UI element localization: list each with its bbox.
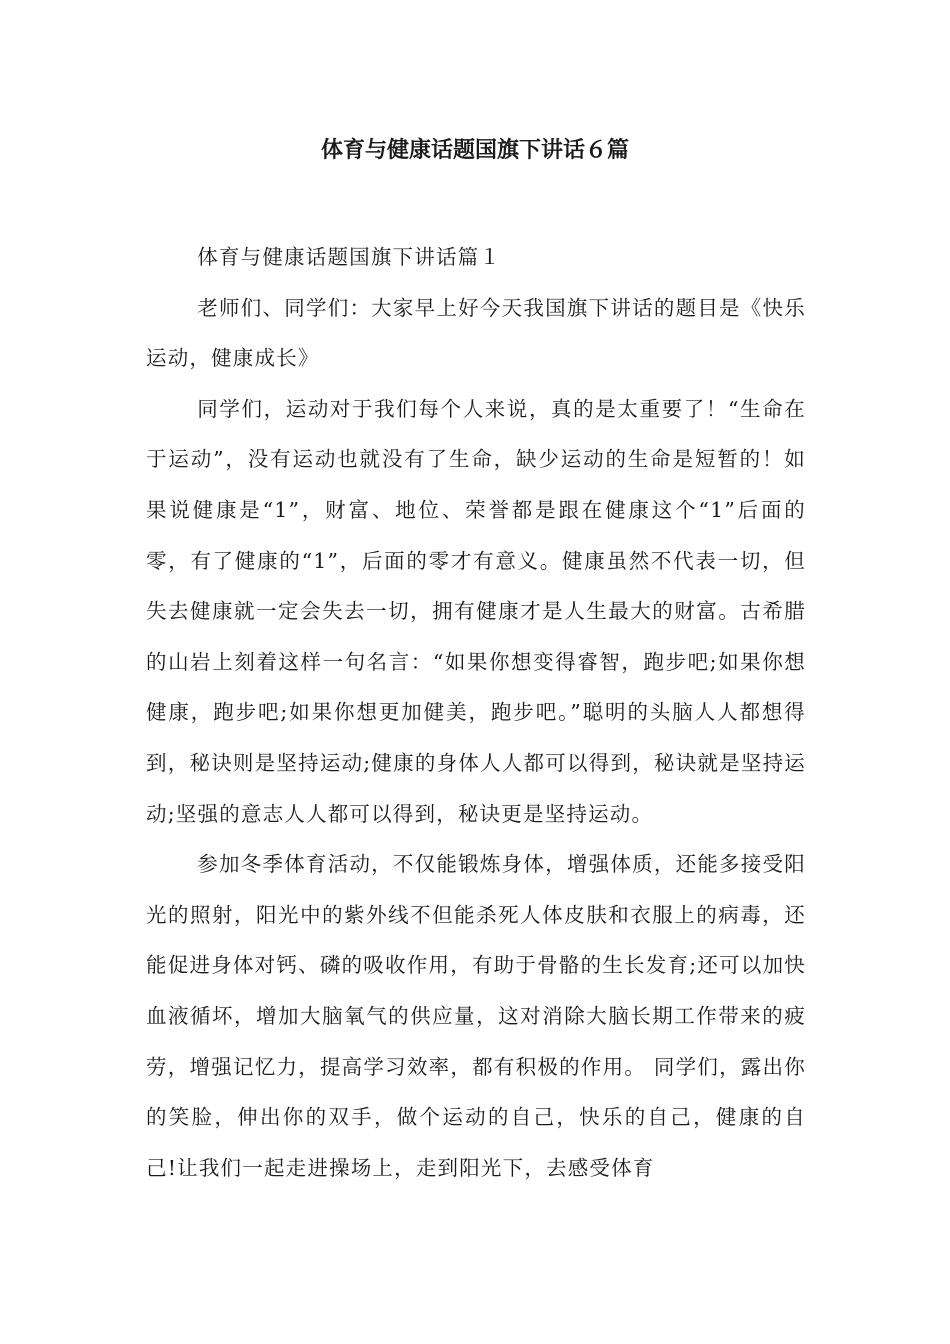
document-title: 体育与健康话题国旗下讲话６篇 xyxy=(320,138,629,163)
paragraph-winter-sports: 参加冬季体育活动，不仅能锻炼身体，增强体质，还能多接受阳光的照射，阳光中的紫外线不但能杀死人体皮肤和衣服上的病毒，还能促进身体对钙、磷的吸收作用，有助于骨骼的生长发育;还可以加快血液循坏，增加大脑氧气的供应量，这对消除大脑长期工作带来的疲劳，增强记忆力，提高学习效率，都有积极的作用。 同学们，露出你的笑脸，伸出你的双手，做个运动的自己，快乐的自己，健康的自己!让我们一起走进操场上，走到阳光下，去感受体育 xyxy=(146,852,806,1180)
section-heading: 体育与健康话题国旗下讲话篇１ xyxy=(197,245,502,269)
paragraph-importance-of-exercise: 同学们，运动对于我们每个人来说，真的是太重要了！“生命在于运动”，没有运动也就没有了生命，缺少运动的生命是短暂的！如果说健康是“1”，财富、地位、荣誉都是跟在健康这个“1”后面的零，有了健康的“1”，后面的零才有意义。健康虽然不代表一切，但失去健康就一定会失去一切，拥有健康才是人生最大的财富。古希腊的山岩上刻着这样一句名言：“如果你想变得睿智，跑步吧;如果你想健康，跑步吧;如果你想更加健美，跑步吧。”聪明的头脑人人都想得到，秘诀则是坚持运动;健康的身体人人都可以得到，秘诀就是坚持运动;坚强的意志人人都可以得到，秘诀更是坚持运动。 xyxy=(146,396,806,826)
paragraph-greeting: 老师们、同学们：大家早上好今天我国旗下讲话的题目是《快乐运动，健康成长》 xyxy=(146,295,806,371)
document-body xyxy=(146,232,806,1193)
